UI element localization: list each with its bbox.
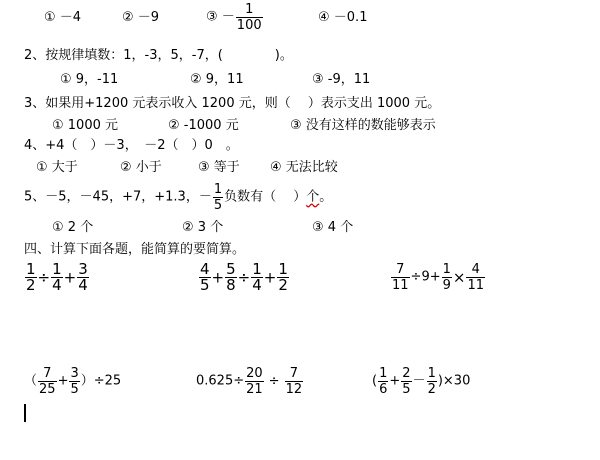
paren-close: )×30 [437,373,471,389]
den: 6 [379,382,388,397]
den: 5 [200,276,210,294]
question-2-option-3: ③ -9，11 [312,72,371,87]
den: 5 [402,382,411,397]
den: 4 [52,276,62,294]
frac-b [69,366,79,397]
den: 4 [78,276,88,294]
operator: － [412,373,426,389]
frac-d [277,262,289,293]
problem-2 [198,262,290,293]
operator: ÷ [237,268,251,287]
operator: ÷ [268,373,280,389]
problem-4 [24,366,121,397]
question-2-stem: 2、按规律填数：1，-3，5，-7，( )。 [24,48,293,63]
question-5-option-3: ③ 4 个 [312,220,354,235]
den: 9 [442,278,451,293]
question-3-stem: 3、如果用+1200 元表示收入 1200 元，则（ ）表示支出 1000 元。 [24,96,441,111]
frac-c [251,262,263,293]
option-3-label: ③ － [206,9,235,25]
question-2-option-1: ① 9，-11 [60,72,119,87]
option-4-text: ④ －0.1 [318,10,368,25]
question-4-option-1: ① 大于 [36,160,78,175]
fraction-denominator: 100 [236,18,262,33]
frac-c [427,366,437,397]
num: 2 [402,366,411,381]
operator: + [63,268,77,287]
num: 1 [278,260,288,278]
option-2-text: ② －9 [122,10,160,25]
num: 7 [38,366,57,382]
prev-option-2 [122,10,159,26]
option-3-fraction [236,2,263,33]
den: 4 [252,276,262,294]
text-cursor [24,404,26,422]
num: 5 [226,260,236,278]
question-5-suffix: 负数有（ ） [224,189,307,205]
question-4-option-4: ④ 无法比较 [270,160,338,175]
question-4-stem: 4、+4（ ）－3， －2（ ）0 。 [24,138,239,153]
frac-a [199,262,211,293]
den: 8 [226,276,236,294]
option-1: ① －4 [44,10,82,25]
num: 3 [70,366,79,381]
den: 2 [427,382,436,397]
question-5-option-2: ② 3 个 [182,220,224,235]
operator: × [452,268,466,287]
prev-question-options [44,10,81,26]
frac-a [391,262,410,293]
question-3-option-3: ③ 没有这样的数能够表示 [290,118,436,133]
operator: + [263,268,277,287]
num: 4 [466,262,485,278]
frac-b [442,262,452,293]
prev-option-4 [318,10,367,26]
operator: ÷9+ [410,269,441,285]
operator: ÷ [37,268,51,287]
num: 20 [246,366,263,381]
num: 1 [52,260,62,278]
den: 2 [26,276,36,294]
den: 5 [70,382,79,397]
frac-b [225,262,237,293]
frac-b [401,366,411,397]
question-4-option-3: ③ 等于 [198,160,240,175]
paren-close: ）÷25 [80,373,122,389]
lead-term: 0.625÷ [196,373,245,389]
frac-a [378,366,388,397]
paren-open: ( [372,373,378,389]
num: 7 [285,366,304,382]
num: 4 [200,260,210,278]
frac-c [77,262,89,293]
frac-a [38,366,57,397]
problem-3 [390,262,486,293]
problem-6 [372,366,470,397]
prev-option-3 [206,2,264,33]
question-3-option-1: ① 1000 元 [52,118,119,133]
den: 12 [285,382,303,397]
fraction-numerator: 1 [213,182,223,197]
problem-5 [196,366,304,397]
frac-a [245,366,264,397]
den: 2 [278,276,288,294]
frac-c [466,262,485,293]
num: 1 [379,366,388,381]
spellcheck-word: 个 [306,189,320,205]
den: 25 [39,382,56,397]
num: 1 [427,366,436,381]
frac-a [25,262,37,293]
question-3-option-2: ② -1000 元 [168,118,239,133]
question-4-option-2: ② 小于 [120,160,162,175]
question-5-stem [24,182,332,213]
den: 11 [467,278,485,293]
den: 21 [246,382,263,397]
num: 7 [391,262,410,278]
num: 1 [442,262,451,277]
fraction-numerator: 1 [236,2,263,18]
operator: + [57,373,69,389]
operator: + [211,268,225,287]
num: 1 [252,260,262,278]
question-2-option-2: ② 9，11 [190,72,244,87]
question-5-prefix: 5、－5，－45，+7，+1.3，－ [24,189,212,205]
num: 3 [78,260,88,278]
operator: + [389,373,401,389]
frac-b [285,366,304,397]
paren-open: （ [24,373,38,389]
den: 11 [392,278,409,293]
question-5-option-1: ① 2 个 [52,220,94,235]
num: 1 [26,260,36,278]
section-4-heading: 四、计算下面各题，能简算的要简算。 [24,242,246,257]
question-5-fraction [213,182,223,213]
question-5-end: 。 [319,189,333,205]
frac-b [51,262,63,293]
problem-1 [24,262,90,293]
fraction-denominator: 5 [213,198,223,213]
